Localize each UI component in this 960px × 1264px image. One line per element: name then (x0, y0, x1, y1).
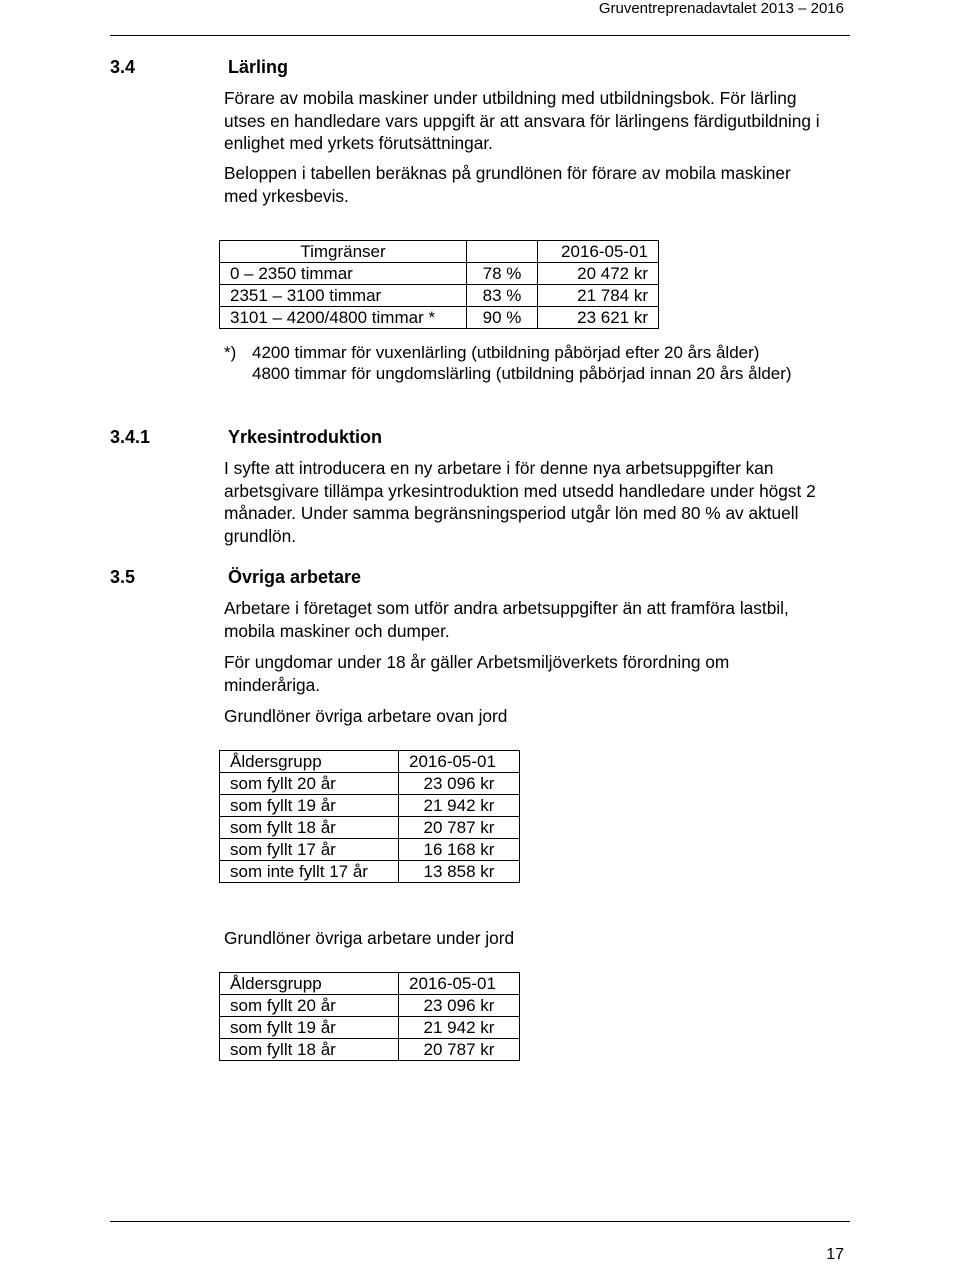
table-cell: 23 096 kr (399, 773, 520, 795)
table-row (220, 795, 520, 817)
section-heading-3-5 (110, 566, 361, 588)
table-header-cell: 2016-05-01 (399, 973, 520, 995)
paragraph-larling-intro: Förare av mobila maskiner under utbildning med utbildningsbok. För lärling utses en handledare vars uppgift är att ansvara för lärlingens färdigutbildning i enlighet med yrkets förutsättningar. (224, 88, 820, 153)
table-row (220, 773, 520, 795)
section-number: 3.5 (110, 567, 136, 587)
table-cell: 90 % (467, 307, 538, 329)
table-cell: 2351 – 3100 timmar (220, 285, 467, 307)
table-row (220, 1017, 520, 1039)
paragraph-ovriga-youth: För ungdomar under 18 år gäller Arbetsmiljöverkets förordning om minderåriga. (224, 652, 730, 695)
table-header-cell: Timgränser (220, 241, 467, 263)
table-row (220, 817, 520, 839)
table-cell: 13 858 kr (399, 861, 520, 883)
table-header-cell (467, 241, 538, 263)
section-heading-3-4-1 (110, 426, 382, 448)
table-header-cell: 2016-05-01 (538, 241, 659, 263)
section-title: Yrkesintroduktion (228, 427, 383, 447)
table-cell: 78 % (467, 263, 538, 285)
section-heading-3-4 (110, 56, 288, 78)
table-cell: 20 472 kr (538, 263, 659, 285)
table-cell: som fyllt 17 år (220, 839, 399, 861)
table-cell: som fyllt 20 år (220, 773, 399, 795)
paragraph-yrkesintroduktion: I syfte att introducera en ny arbetare i för denne nya arbetsuppgifter kan arbetsgivare tillämpa yrkesintroduktion med utsedd handledare under högst 2 månader. Under samma begränsningsperiod utgår lön med 80 % av aktuell grundlön. (224, 458, 816, 546)
table-cell: 20 787 kr (399, 1039, 520, 1061)
table-cell: 21 942 kr (399, 1017, 520, 1039)
footnote-line (224, 342, 824, 363)
table-header-cell: Åldersgrupp (220, 973, 399, 995)
paragraph-ovriga-definition: Arbetare i företaget som utför andra arbetsuppgifter än att framföra lastbil, mobila maskiner och dumper. (224, 598, 789, 641)
table-cell: 16 168 kr (399, 839, 520, 861)
table-header-row (220, 973, 520, 995)
table-cell: som fyllt 18 år (220, 1039, 399, 1061)
table-cell: som fyllt 20 år (220, 995, 399, 1017)
footer-rule (110, 1221, 850, 1222)
table-cell: 83 % (467, 285, 538, 307)
footnote-marker: *) (224, 343, 237, 362)
table-row (220, 839, 520, 861)
document-header-title: Gruventreprenadavtalet 2013 – 2016 (598, 0, 844, 17)
table-cell: som fyllt 18 år (220, 817, 399, 839)
page-number: 17 (826, 1246, 844, 1263)
table-cell: som fyllt 19 år (220, 795, 399, 817)
wage-table-under-jord (219, 972, 520, 1061)
table-cell: 3101 – 4200/4800 timmar * (220, 307, 467, 329)
table-header-cell: Åldersgrupp (220, 751, 399, 773)
paragraph-larling-basis: Beloppen i tabellen beräknas på grundlönen för förare av mobila maskiner med yrkesbevis. (224, 163, 791, 206)
table-cell: som fyllt 19 år (220, 1017, 399, 1039)
section-number: 3.4.1 (110, 427, 151, 447)
wage-table-ovan-jord (219, 750, 520, 883)
table-cell: 0 – 2350 timmar (220, 263, 467, 285)
table-header-row (220, 751, 520, 773)
table-cell: som inte fyllt 17 år (220, 861, 399, 883)
table-row (220, 861, 520, 883)
section-number: 3.4 (110, 57, 136, 77)
table-cell: 21 942 kr (399, 795, 520, 817)
table-cell: 23 621 kr (538, 307, 659, 329)
table-row (220, 285, 659, 307)
table-row (220, 307, 659, 329)
caption-ovan-jord: Grundlöner övriga arbetare ovan jord (224, 706, 508, 726)
table-header-row (220, 241, 659, 263)
table-cell: 23 096 kr (399, 995, 520, 1017)
larling-wage-table (219, 240, 659, 329)
section-title: Övriga arbetare (228, 567, 362, 587)
table-header-cell: 2016-05-01 (399, 751, 520, 773)
table-row (220, 1039, 520, 1061)
header-rule (110, 35, 850, 36)
table-cell: 20 787 kr (399, 817, 520, 839)
section-title: Lärling (228, 57, 289, 77)
table-row (220, 263, 659, 285)
footnote-text: 4200 timmar för vuxenlärling (utbildning påbörjad efter 20 års ålder) (252, 343, 760, 362)
footnote-line: 4800 timmar för ungdomslärling (utbildning påbörjad innan 20 års ålder) (252, 364, 792, 383)
caption-under-jord: Grundlöner övriga arbetare under jord (224, 928, 515, 948)
table-row (220, 995, 520, 1017)
table-cell: 21 784 kr (538, 285, 659, 307)
footnote-larling-hours (224, 342, 824, 384)
